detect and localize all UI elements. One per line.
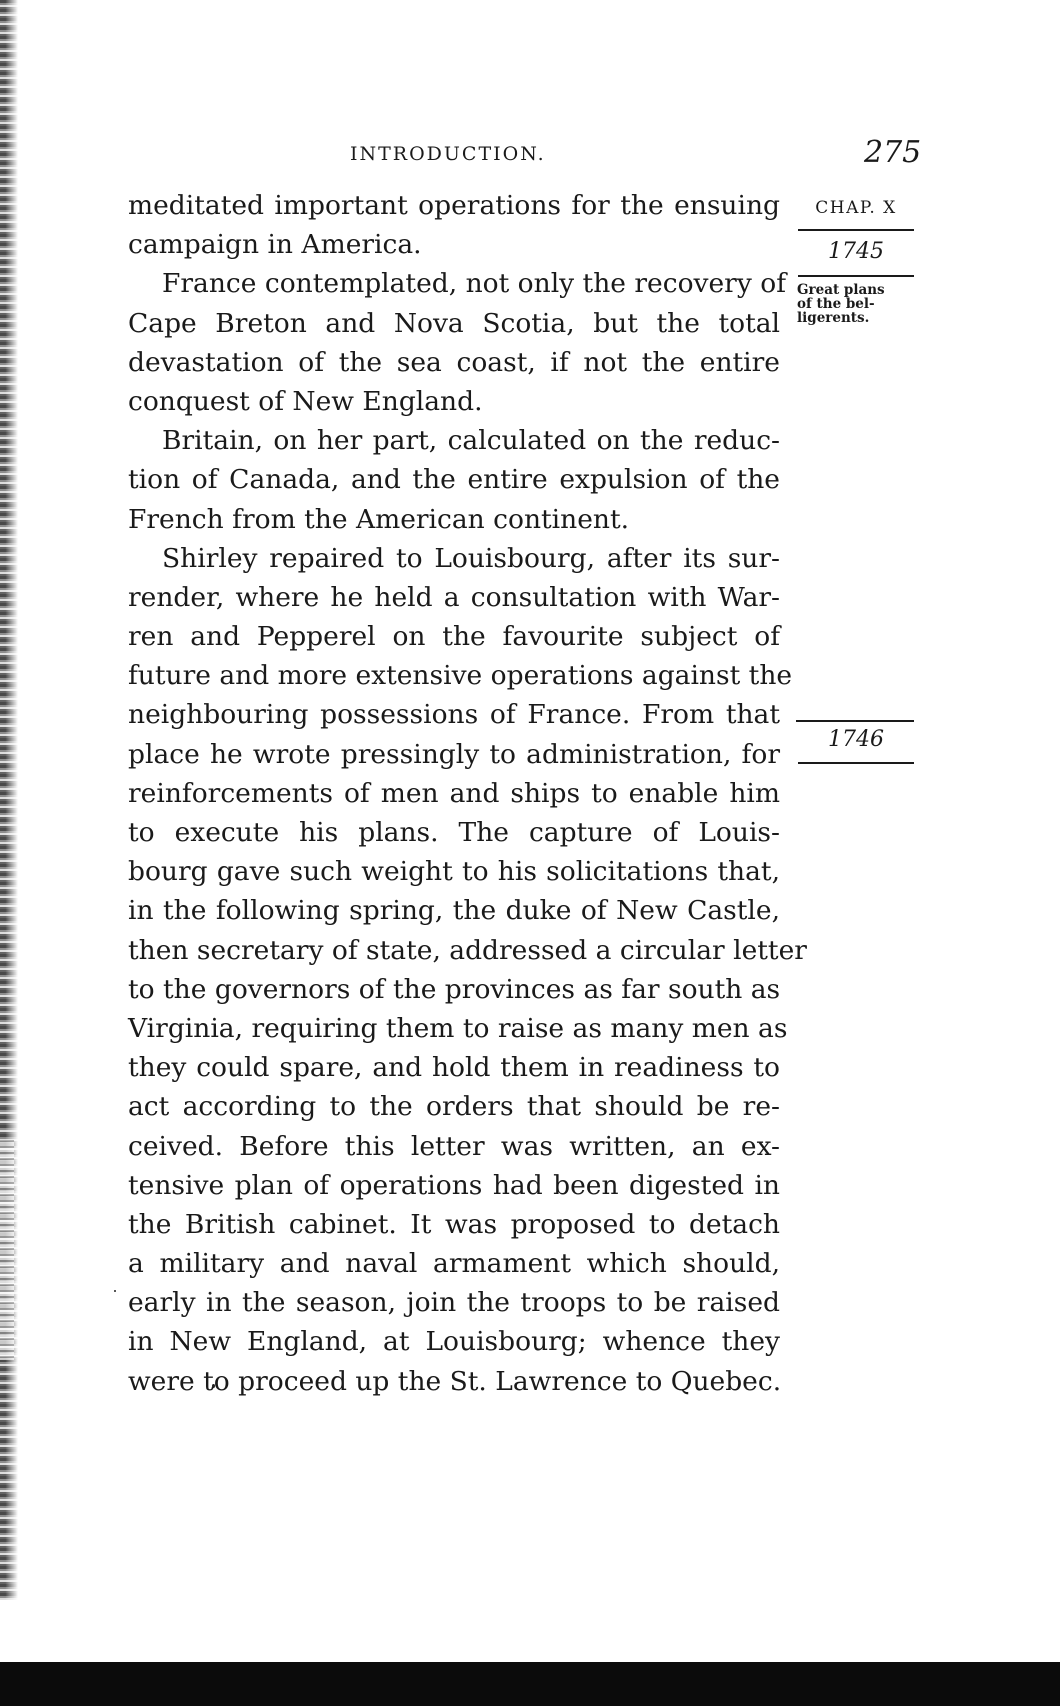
text-line: they could spare, and hold them in readiness to xyxy=(128,1052,780,1084)
text-line: early in the season, join the troops to be raised xyxy=(128,1287,780,1319)
text-line: to the governors of the provinces as far south as xyxy=(128,973,781,1005)
margin-year-1746: 1746 xyxy=(828,727,884,752)
margin-year-1745: 1745 xyxy=(828,239,884,264)
text-line: Shirley repaired to Louisbourg, after its sur- xyxy=(162,542,780,574)
text-line: tensive plan of operations had been digested in xyxy=(128,1169,780,1201)
margin-rule xyxy=(798,275,914,277)
text-line: Britain, on her part, calculated on the reduc- xyxy=(162,425,780,457)
body-text xyxy=(128,186,807,1401)
text-line: Virginia, requiring them to raise as many men as xyxy=(128,1012,788,1044)
text-line: Cape Breton and Nova Scotia, but the total xyxy=(128,307,780,339)
text-line: act according to the orders that should be re- xyxy=(128,1091,780,1123)
text-line: campaign in America. xyxy=(128,229,422,261)
text-line: France contemplated, not only the recovery of xyxy=(162,268,787,300)
text-line: in the following spring, the duke of New Castle, xyxy=(128,895,780,927)
text-line: French from the American continent. xyxy=(128,503,630,535)
page-number: 275 xyxy=(864,135,922,170)
scan-binding-edge xyxy=(0,0,18,1600)
text-line: in New England, at Louisbourg; whence they xyxy=(128,1326,780,1358)
text-line: ceived. Before this letter was written, an ex- xyxy=(128,1130,780,1162)
text-line: future and more extensive operations against the xyxy=(128,660,793,692)
margin-chapter-label: CHAP. X xyxy=(815,198,897,218)
margin-rule xyxy=(798,762,914,764)
margin-note-line: of the bel- xyxy=(797,296,875,312)
scan-bottom-edge xyxy=(0,1662,1060,1706)
text-line: tion of Canada, and the entire expulsion of the xyxy=(128,464,780,496)
margin-note-line: Great plans xyxy=(797,282,885,298)
text-line: to execute his plans. The capture of Louis- xyxy=(128,817,780,848)
margin-note-great-plans xyxy=(797,283,917,325)
margin-rule xyxy=(796,720,914,722)
text-line: meditated important operations for the ensuing xyxy=(128,190,780,221)
text-line: reinforcements of men and ships to enable him xyxy=(128,777,780,809)
text-line: the British cabinet. It was proposed to detach xyxy=(128,1208,780,1240)
text-line: neighbouring possessions of France. From that xyxy=(128,699,780,731)
text-line: conquest of New England. xyxy=(128,385,483,417)
text-line: were to proceed up the St. Lawrence to Quebec. xyxy=(128,1365,782,1397)
text-line: a military and naval armament which should, xyxy=(128,1248,780,1280)
text-line: then secretary of state, addressed a circular letter xyxy=(128,934,807,966)
margin-note-line: ligerents. xyxy=(797,310,870,326)
text-line: bourg gave such weight to his solicitations that, xyxy=(128,856,780,888)
text-line: devastation of the sea coast, if not the entire xyxy=(128,346,780,378)
margin-rule xyxy=(798,229,914,231)
scan-speck xyxy=(114,1290,116,1292)
running-title: INTRODUCTION. xyxy=(350,143,546,165)
text-line: place he wrote pressingly to administration, for xyxy=(128,738,780,770)
text-line: render, where he held a consultation with War- xyxy=(128,581,780,613)
text-line: ren and Pepperel on the favourite subject of xyxy=(128,621,780,653)
scan-binding-edge-lower xyxy=(0,1140,14,1360)
